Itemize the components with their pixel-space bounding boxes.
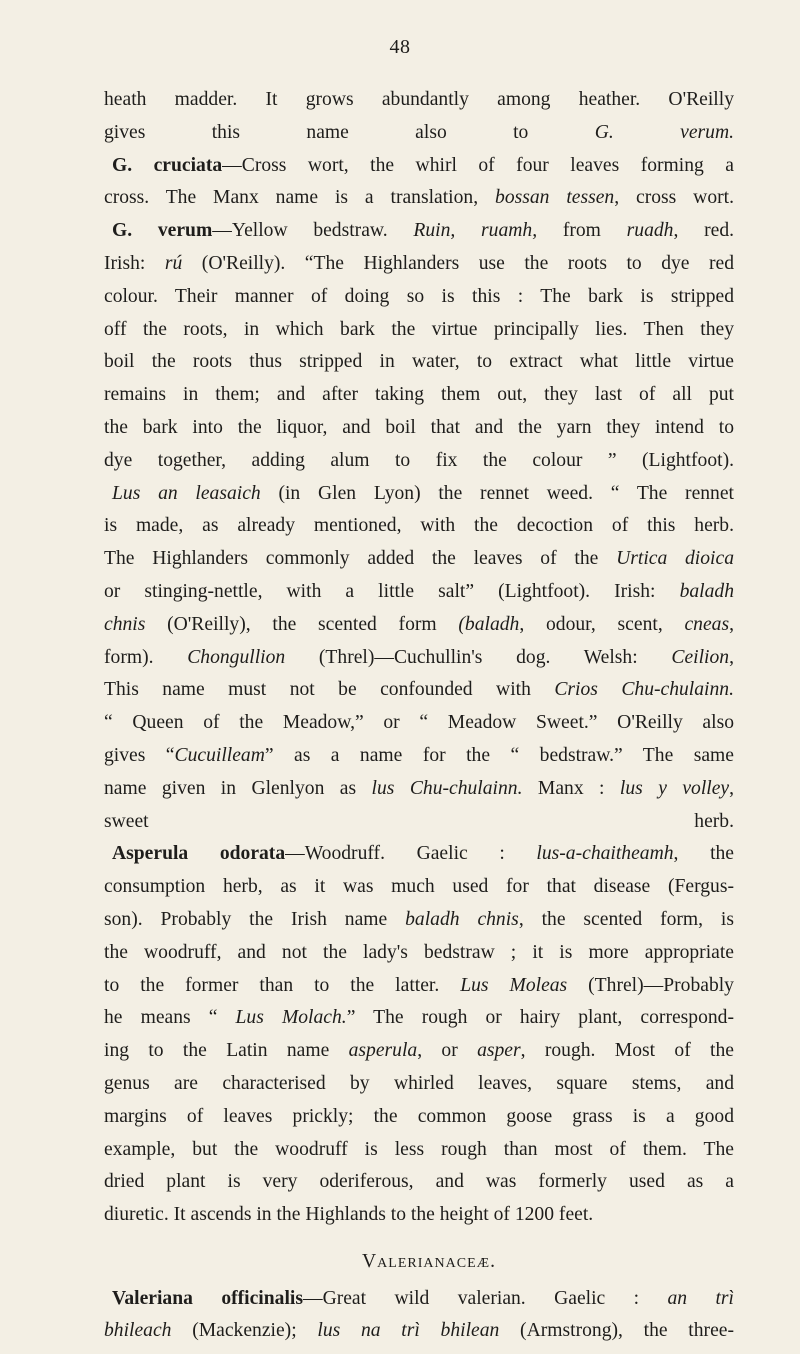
- text-segment: lus-a-chaitheamh: [536, 843, 674, 865]
- text-segment: “ Queen of the Meadow,” or “ Meadow Sweet.” O'Reilly also: [104, 712, 734, 734]
- text-line: [104, 1315, 734, 1348]
- text-line: [104, 642, 734, 675]
- text-segment: he means “: [104, 1007, 236, 1029]
- text-segment: asperula: [348, 1040, 418, 1062]
- text-segment: G. cruciata: [112, 154, 223, 176]
- text-segment: Lus an leasaich: [112, 482, 261, 504]
- text-segment: ,: [729, 613, 734, 635]
- body-text: [104, 84, 734, 1348]
- text-segment: an trì: [667, 1287, 734, 1309]
- text-segment: from: [537, 220, 627, 242]
- text-segment: Asperula odorata: [112, 843, 286, 865]
- text-segment: heath madder. It grows abundantly among heather. O'Reilly: [104, 89, 734, 110]
- text-segment: Cucuilleam: [174, 744, 265, 766]
- text-line: [104, 281, 734, 314]
- text-line: [104, 773, 734, 806]
- page-number: 48: [389, 36, 411, 58]
- text-segment: chnis: [104, 613, 146, 635]
- text-line: [104, 510, 734, 543]
- text-segment: (in Glen Lyon) the rennet weed. “ The rennet: [260, 482, 734, 504]
- text-segment: ,: [729, 777, 735, 799]
- text-segment: Manx :: [522, 777, 620, 799]
- text-line: [104, 674, 734, 707]
- text-segment: (Mackenzie);: [171, 1320, 318, 1342]
- text-segment: (Armstrong), the three-: [499, 1320, 734, 1342]
- text-segment: example, but the woodruff is less rough than most of them. The: [104, 1138, 734, 1160]
- text-segment: G. verum: [112, 220, 213, 242]
- text-segment: form).: [104, 646, 188, 668]
- text-line: [104, 117, 734, 150]
- text-segment: lus Chu-chulainn.: [371, 777, 523, 799]
- text-segment: to the former than to the latter.: [104, 974, 461, 996]
- text-line: [104, 609, 734, 642]
- text-line: [104, 937, 734, 970]
- text-segment: diuretic. It ascends in the Highlands to the height of 1200 feet.: [104, 1204, 594, 1226]
- text-segment: , cross wort.: [614, 187, 734, 209]
- text-segment: ruadh: [626, 220, 674, 242]
- text-segment: Ceilion: [671, 646, 730, 668]
- text-segment: This name must not be confounded with: [104, 679, 555, 701]
- text-line: [104, 379, 734, 412]
- text-segment: name given in Glenlyon as: [104, 777, 372, 799]
- text-segment: consumption herb, as it was much used for that disease (Fergus-: [104, 876, 734, 898]
- text-line: [104, 838, 734, 871]
- text-segment: off the roots, in which bark the virtue principally lies. Then they: [104, 318, 734, 340]
- text-segment: remains in them; and after taking them out, they last of all put: [104, 384, 734, 406]
- text-line: [104, 150, 734, 183]
- text-line: [104, 84, 734, 117]
- text-segment: (Threl)—Cuchullin's dog. Welsh:: [285, 646, 672, 668]
- text-segment: colour. Their manner of doing so is this : The bark is stripped: [104, 285, 734, 307]
- text-line: [104, 1035, 734, 1068]
- text-segment: margins of leaves prickly; the common goose grass is a good: [104, 1105, 734, 1127]
- text-segment: (O'Reilly), the scented form: [145, 613, 459, 635]
- text-segment: , or: [417, 1040, 478, 1062]
- text-segment: son). Probably the Irish name: [104, 908, 406, 930]
- text-line: [104, 576, 734, 609]
- text-segment: Valeriana officinalis: [112, 1287, 303, 1309]
- text-segment: Chongullion: [187, 646, 286, 668]
- text-segment: ing to the Latin name: [104, 1040, 349, 1062]
- text-segment: , odour, scent,: [519, 613, 685, 635]
- text-segment: —Woodruff. Gaelic :: [285, 843, 537, 865]
- text-line: [104, 314, 734, 347]
- text-line: [104, 1002, 734, 1035]
- text-segment: baladh chnis: [405, 908, 519, 930]
- text-segment: sweet herb.: [104, 810, 734, 832]
- text-segment: , the: [673, 843, 735, 865]
- text-segment: bossan tessen: [495, 187, 615, 209]
- text-line: [104, 970, 734, 1003]
- text-segment: dye together, adding alum to fix the colour ” (Lightfoot).: [104, 449, 734, 471]
- text-segment: the bark into the liquor, and boil that and the yarn they intend to: [104, 416, 734, 438]
- text-line: [104, 1166, 734, 1199]
- text-segment: —Cross wort, the whirl of four leaves forming a: [222, 154, 735, 176]
- text-line: [104, 904, 734, 937]
- text-segment: Lus Moleas: [460, 974, 568, 996]
- text-line: [104, 445, 734, 478]
- text-segment: ,: [729, 646, 734, 668]
- text-line: [104, 740, 734, 773]
- section-heading: Valerianaceæ.: [362, 1250, 496, 1272]
- text-line: [104, 478, 734, 511]
- text-line: [104, 543, 734, 576]
- text-segment: cneas: [684, 613, 730, 635]
- text-segment: is made, as already mentioned, with the decoction of this herb.: [104, 515, 734, 537]
- text-segment: cross. The Manx name is a translation,: [104, 187, 496, 209]
- text-segment: (O'Reilly). “The Highlanders use the roots to dye red: [182, 252, 734, 274]
- text-line: [104, 1101, 734, 1134]
- text-segment: genus are characterised by whirled leaves, square stems, and: [104, 1072, 734, 1094]
- paragraph-lines-after-heading: [104, 1283, 734, 1349]
- text-segment: , the scented form, is: [518, 908, 735, 930]
- text-line: [104, 871, 734, 904]
- text-line: [104, 707, 734, 740]
- text-line: [104, 1134, 734, 1167]
- text-segment: Ruin, ruamh,: [413, 220, 538, 242]
- text-line: [104, 248, 734, 281]
- text-segment: —Great wild valerian. Gaelic :: [302, 1287, 668, 1309]
- text-segment: (baladh: [458, 613, 520, 635]
- text-line: [104, 215, 734, 248]
- text-line: [104, 412, 734, 445]
- text-segment: or stinging-nettle, with a little salt” (Lightfoot). Irish:: [104, 580, 680, 602]
- text-segment: the woodruff, and not the lady's bedstraw ; it is more appropriate: [104, 941, 734, 963]
- text-segment: asper: [477, 1040, 521, 1062]
- text-segment: The Highlanders commonly added the leaves of the: [104, 548, 617, 570]
- text-segment: ” as a name for the “ bedstraw.” The same: [264, 744, 734, 766]
- text-segment: Irish:: [104, 252, 165, 274]
- text-segment: G. verum.: [594, 121, 734, 143]
- text-segment: lus y volley: [619, 777, 730, 799]
- text-segment: rú: [164, 252, 183, 274]
- text-line: [104, 346, 734, 379]
- text-segment: —Yellow bedstraw.: [212, 220, 414, 242]
- text-segment: Urtica dioica: [616, 548, 734, 570]
- text-segment: boil the roots thus stripped in water, to extract what little virtue: [104, 351, 734, 373]
- text-line: [104, 1199, 734, 1232]
- text-line: [104, 1283, 734, 1316]
- text-line: [104, 182, 734, 215]
- text-segment: gives this name also to: [104, 121, 595, 143]
- text-segment: , red.: [673, 220, 735, 242]
- text-line: [104, 1068, 734, 1101]
- text-segment: , rough. Most of the: [520, 1040, 734, 1062]
- text-segment: ” The rough or hairy plant, correspond-: [346, 1007, 734, 1029]
- text-segment: Lus Molach.: [235, 1007, 347, 1029]
- text-segment: gives “: [104, 744, 175, 766]
- text-segment: Crios Chu-chulainn.: [554, 679, 734, 701]
- paragraph-lines: [104, 84, 734, 1232]
- text-segment: bhileach: [104, 1320, 172, 1342]
- text-line: [104, 806, 734, 839]
- text-segment: lus na trì bhilean: [317, 1320, 500, 1342]
- text-segment: (Threl)—Probably: [567, 974, 734, 996]
- text-segment: baladh: [679, 580, 734, 602]
- text-segment: dried plant is very oderiferous, and was formerly used as a: [104, 1171, 734, 1193]
